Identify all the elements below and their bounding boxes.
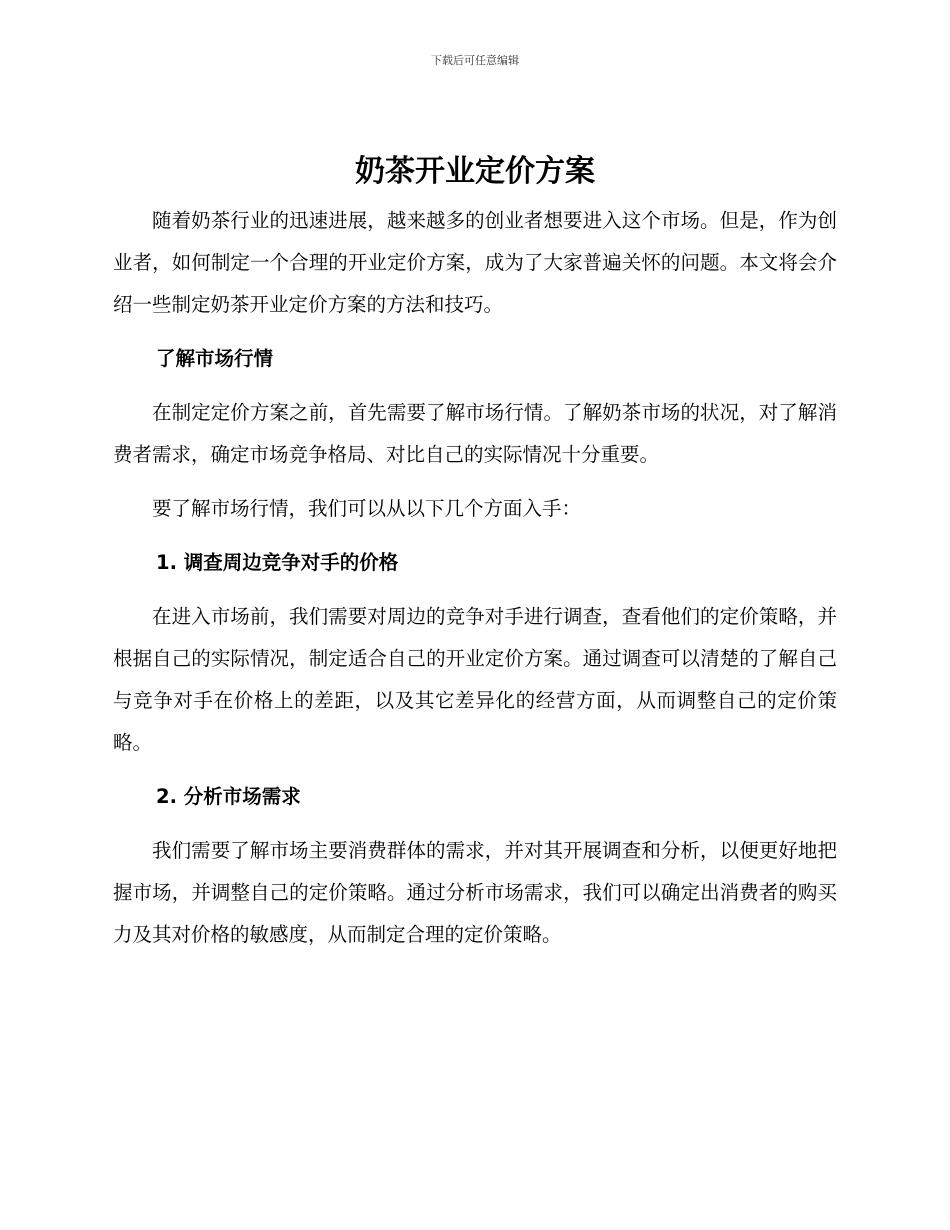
demand-paragraph: 我们需要了解市场主要消费群体的需求，并对其开展调查和分析，以便更好地把握市场，并调整自己的定价策略。通过分析市场需求，我们可以确定出消费者的购买力及其对价格的敏感度，从而制定合理的定价策略。 [113,839,837,946]
intro-paragraph: 随着奶茶行业的迅速进展，越来越多的创业者想要进入这个市场。但是，作为创业者，如何制定一个合理的开业定价方案，成为了大家普遍关怀的问题。本文将会介绍一些制定奶茶开业定价方案的方法和技巧。 [113,209,837,316]
spacer [113,380,837,392]
page-header: 下载后可任意编辑 [431,54,519,67]
spacer [113,476,837,488]
item-heading-competitors: 1. 调查周边竞争对手的价格 [156,551,399,574]
document-body [113,150,837,956]
spacer [113,818,837,830]
spacer [113,326,837,338]
market-paragraph-1: 在制定定价方案之前，首先需要了解市场行情。了解奶茶市场的状况，对了解消费者需求，确定市场竞争格局、对比自己的实际情况十分重要。 [113,401,837,466]
document-title: 奶茶开业定价方案 [355,154,595,189]
spacer [113,764,837,776]
spacer [113,530,837,542]
item-heading-demand: 2. 分析市场需求 [156,785,301,808]
section-heading-market: 了解市场行情 [156,347,274,370]
market-paragraph-2: 要了解市场行情，我们可以从以下几个方面入手： [152,497,582,520]
spacer [113,584,837,596]
competitors-paragraph: 在进入市场前，我们需要对周边的竞争对手进行调查，查看他们的定价策略，并根据自己的实际情况，制定适合自己的开业定价方案。通过调查可以清楚的了解自己与竞争对手在价格上的差距，以及其它差异化的经营方面，从而调整自己的定价策略。 [113,605,837,754]
